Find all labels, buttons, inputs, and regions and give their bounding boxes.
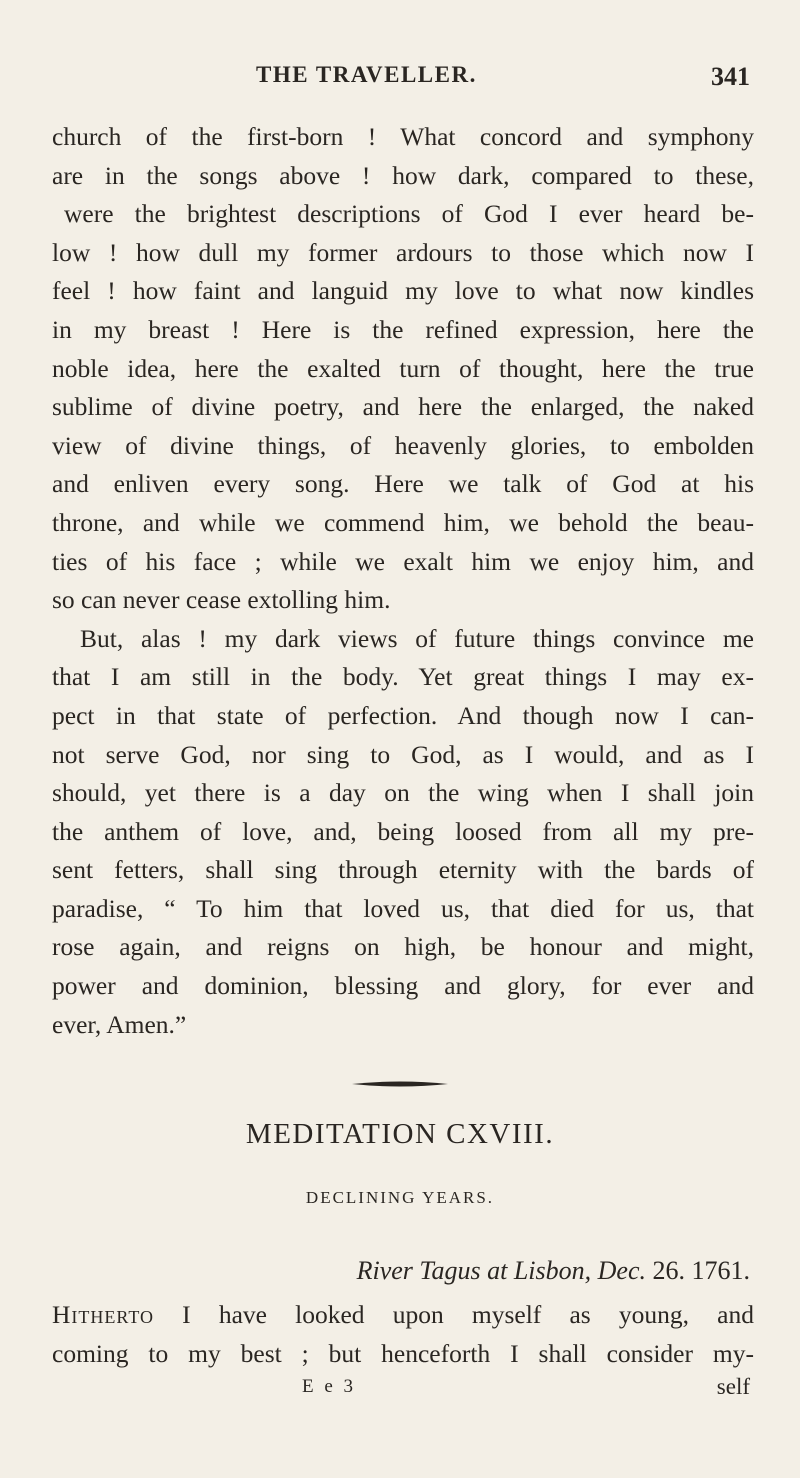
text-line: sent fetters, shall sing through eternity with the bards of bbox=[52, 855, 754, 885]
text-line: not serve God, nor sing to God, as I would, and as I bbox=[52, 739, 754, 769]
meditation-subtitle: DECLINING YEARS. bbox=[305, 1188, 495, 1207]
text-line: the anthem of love, and, being loosed from all my pre- bbox=[52, 816, 754, 846]
text-line: sublime of divine poetry, and here the enlarged, the naked bbox=[52, 392, 754, 422]
text-line: ever, Amen.” bbox=[52, 1009, 187, 1039]
text-line: noble idea, here the exalted turn of thought, here the true bbox=[52, 353, 754, 383]
body-text bbox=[52, 118, 754, 1044]
text-line: paradise, “ To him that loved us, that died for us, that bbox=[52, 893, 754, 923]
page-number: 341 bbox=[711, 62, 750, 91]
meditation-body bbox=[52, 1296, 754, 1373]
dateline-place: River Tagus at Lisbon, Dec. bbox=[356, 1256, 646, 1285]
text-line: and enliven every song. Here we talk of God at his bbox=[52, 469, 754, 499]
drop-word: Hitherto bbox=[52, 1300, 154, 1329]
paragraph-start-line: But, alas ! my dark views of future things convince me bbox=[80, 623, 754, 653]
section-divider-rule bbox=[352, 1079, 448, 1089]
signature-mark: E e 3 bbox=[302, 1376, 357, 1397]
text-line bbox=[52, 1296, 754, 1335]
text-line: ties of his face ; while we exalt him we enjoy him, and bbox=[52, 546, 754, 576]
text-line: low ! how dull my former ardours to those which now I bbox=[52, 237, 754, 267]
text-line: were the brightest descriptions of God I ever heard be- bbox=[64, 199, 754, 229]
text-fragment: I have looked upon myself as young, and bbox=[154, 1300, 754, 1329]
text-line: rose again, and reigns on high, be honour and might, bbox=[52, 932, 754, 962]
dateline-date: 26. 1761. bbox=[652, 1256, 750, 1285]
text-line: church of the first-born ! What concord and symphony bbox=[52, 122, 754, 151]
catchword: self bbox=[716, 1374, 750, 1399]
text-line: that I am still in the body. Yet great things I may ex- bbox=[52, 662, 754, 692]
text-line: are in the songs above ! how dark, compared to these, bbox=[52, 160, 754, 190]
text-line: feel ! how faint and languid my love to what now kindles bbox=[52, 276, 754, 306]
running-title: THE TRAVELLER. bbox=[256, 62, 477, 87]
text-line: view of divine things, of heavenly glories, to embolden bbox=[52, 430, 754, 460]
running-head bbox=[0, 62, 800, 98]
dateline bbox=[357, 1256, 750, 1286]
text-line: so can never cease extolling him. bbox=[52, 585, 391, 615]
text-line: in my breast ! Here is the refined expression, here the bbox=[52, 314, 754, 344]
text-line: power and dominion, blessing and glory, for ever and bbox=[52, 971, 754, 1001]
meditation-title: MEDITATION CXVIII. bbox=[245, 1118, 555, 1150]
text-line: should, yet there is a day on the wing when I shall join bbox=[52, 778, 754, 808]
text-line: coming to my best ; but henceforth I shall consider my- bbox=[52, 1338, 754, 1368]
text-line: pect in that state of perfection. And though now I can- bbox=[52, 700, 754, 730]
text-line: throne, and while we commend him, we behold the beau- bbox=[52, 507, 754, 537]
